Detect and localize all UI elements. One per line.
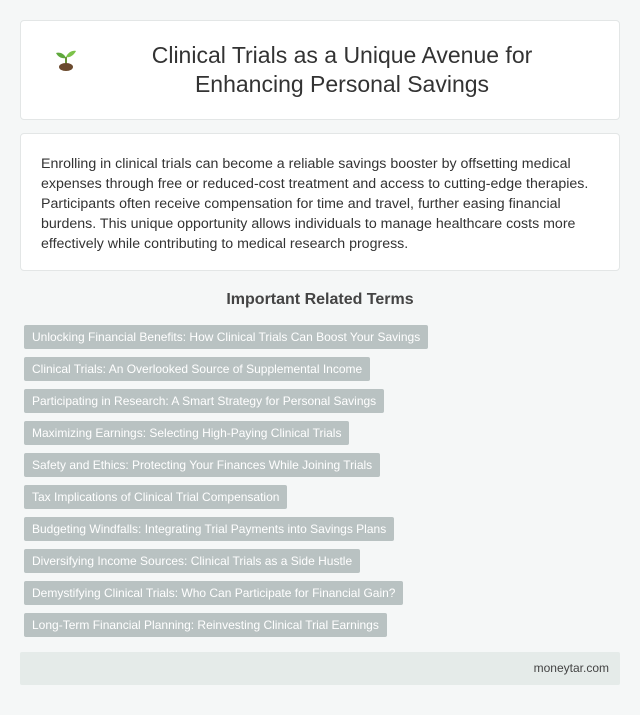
related-term-chip[interactable]: Tax Implications of Clinical Trial Compensation [24, 485, 287, 509]
related-term-chip[interactable]: Diversifying Income Sources: Clinical Trials as a Side Hustle [24, 549, 360, 573]
summary-text: Enrolling in clinical trials can become a reliable savings booster by offsetting medical expenses through free or reduced-cost treatment and access to cutting-edge therapies. Participants often receive compensation for time and travel, further easing financial burdens. This unique opportunity allows individuals to manage healthcare costs more effectively while contributing to medical research progress. [41, 156, 589, 252]
related-term-chip[interactable]: Demystifying Clinical Trials: Who Can Participate for Financial Gain? [24, 581, 403, 605]
footer-bar [20, 652, 620, 685]
related-term-chip[interactable]: Budgeting Windfalls: Integrating Trial Payments into Savings Plans [24, 517, 394, 541]
page-title: Clinical Trials as a Unique Avenue for Enhancing Personal Savings [151, 42, 533, 97]
title-row [51, 41, 589, 99]
related-terms-heading: Important Related Terms [226, 291, 414, 308]
related-terms-list [24, 325, 620, 645]
related-term-chip[interactable]: Unlocking Financial Benefits: How Clinical Trials Can Boost Your Savings [24, 325, 428, 349]
title-card [20, 20, 620, 120]
summary-card [20, 133, 620, 271]
related-term-chip[interactable]: Participating in Research: A Smart Strategy for Personal Savings [24, 389, 384, 413]
related-term-chip[interactable]: Long-Term Financial Planning: Reinvesting Clinical Trial Earnings [24, 613, 387, 637]
footer-site-link[interactable]: moneytar.com [533, 661, 609, 675]
related-term-chip[interactable]: Clinical Trials: An Overlooked Source of Supplemental Income [24, 357, 370, 381]
sprout-icon [51, 43, 81, 73]
related-term-chip[interactable]: Safety and Ethics: Protecting Your Finances While Joining Trials [24, 453, 380, 477]
related-term-chip[interactable]: Maximizing Earnings: Selecting High-Paying Clinical Trials [24, 421, 349, 445]
